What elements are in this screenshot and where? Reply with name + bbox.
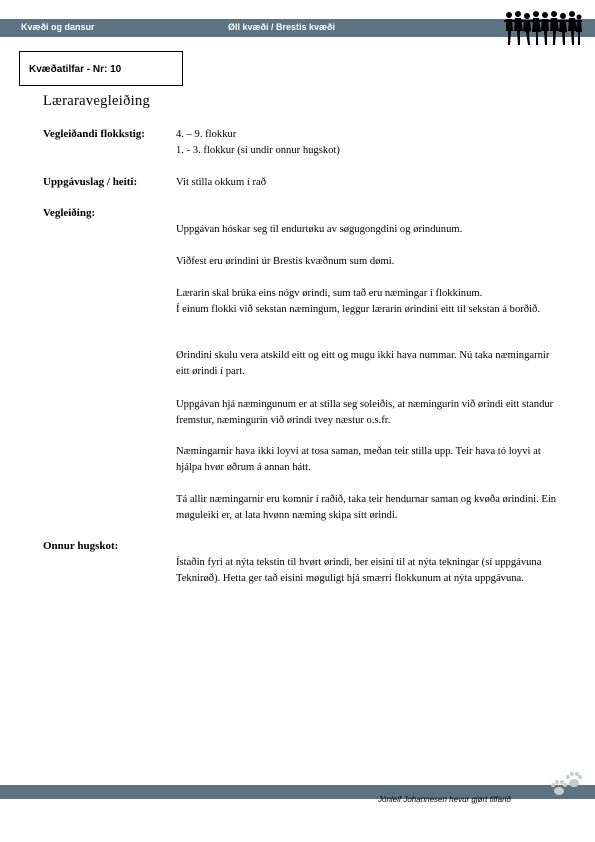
page-title: Læraravegleiðing: [43, 93, 151, 109]
guide-paragraph: Uppgávan hóskar seg til endurtøku av søgugongdini og ørindunum.: [176, 224, 463, 235]
level-label: Vegleiðandi flokkstig:: [43, 128, 145, 140]
task-value: Vit stilla okkum í rað: [176, 177, 266, 188]
other-ideas-label: Onnur hugskot:: [43, 540, 119, 552]
guide-paragraph: Tá allir næmingarnir eru komnir í raðið, taka teir hendurnar saman og kvøða ørindini. Ein møguleiki er, at lata hvønn næming skipa sítt ørindi.: [176, 494, 557, 521]
guide-label: Vegleiðing:: [43, 207, 96, 219]
author-credit: Jónleif Johannesen hevur gjørt tilfarið: [378, 795, 511, 804]
material-number-box: [19, 51, 183, 86]
header-subsection-title: Øll kvæði / Brestis kvæði: [228, 22, 336, 32]
level-line-1: 4. – 9. flokkur: [176, 129, 237, 140]
guide-paragraph: Lærarin skal brúka eins nógv ørindi, sum tað eru næmingar í flokkinum. Í einum flokki við sekstan næmingum, leggur lærarin ørindini eitt til sekstan á borðið.: [176, 288, 540, 315]
task-label: Uppgávuslag / heiti:: [43, 176, 138, 188]
level-line-2: 1. - 3. flokkur (sí undir onnur hugskot): [176, 145, 340, 156]
paw-prints-icon: [549, 771, 585, 801]
header-section-title: Kvæði og dansur: [21, 22, 95, 32]
guide-paragraph: Uppgávan hjá næmingunum er at stilla seg soleiðis, at næmingurin við ørindi eitt standur fremstur, næmingurin við ørindi tvey næstur o.s.fr.: [176, 399, 554, 426]
guide-paragraph: Viðfest eru ørindini úr Brestis kvæðnum sum dømi.: [176, 256, 395, 267]
guide-paragraph: Næmingarnir hava ikki loyvi at tosa saman, meðan teir stilla upp. Teir hava tó loyvi at hjálpa hvør øðrum á annan hátt.: [176, 446, 541, 473]
other-ideas-paragraph: Ístaðin fyri at nýta tekstin til hvørt ørindi, ber eisini til at nýta tekningar (sí uppgávuna Teknirøð). Hetta ger tað eisini møguligt hjá smærri flokkunum at nýta uppgávuna.: [176, 557, 542, 584]
guide-paragraph: Ørindini skulu vera atskild eitt og eitt og mugu ikki hava nummar. Nú taka næmingarnir eitt ørindi í part.: [176, 350, 550, 377]
dancers-logo-icon: [504, 10, 582, 48]
material-number-label: Kvæðatilfar - Nr: 10: [29, 64, 122, 75]
